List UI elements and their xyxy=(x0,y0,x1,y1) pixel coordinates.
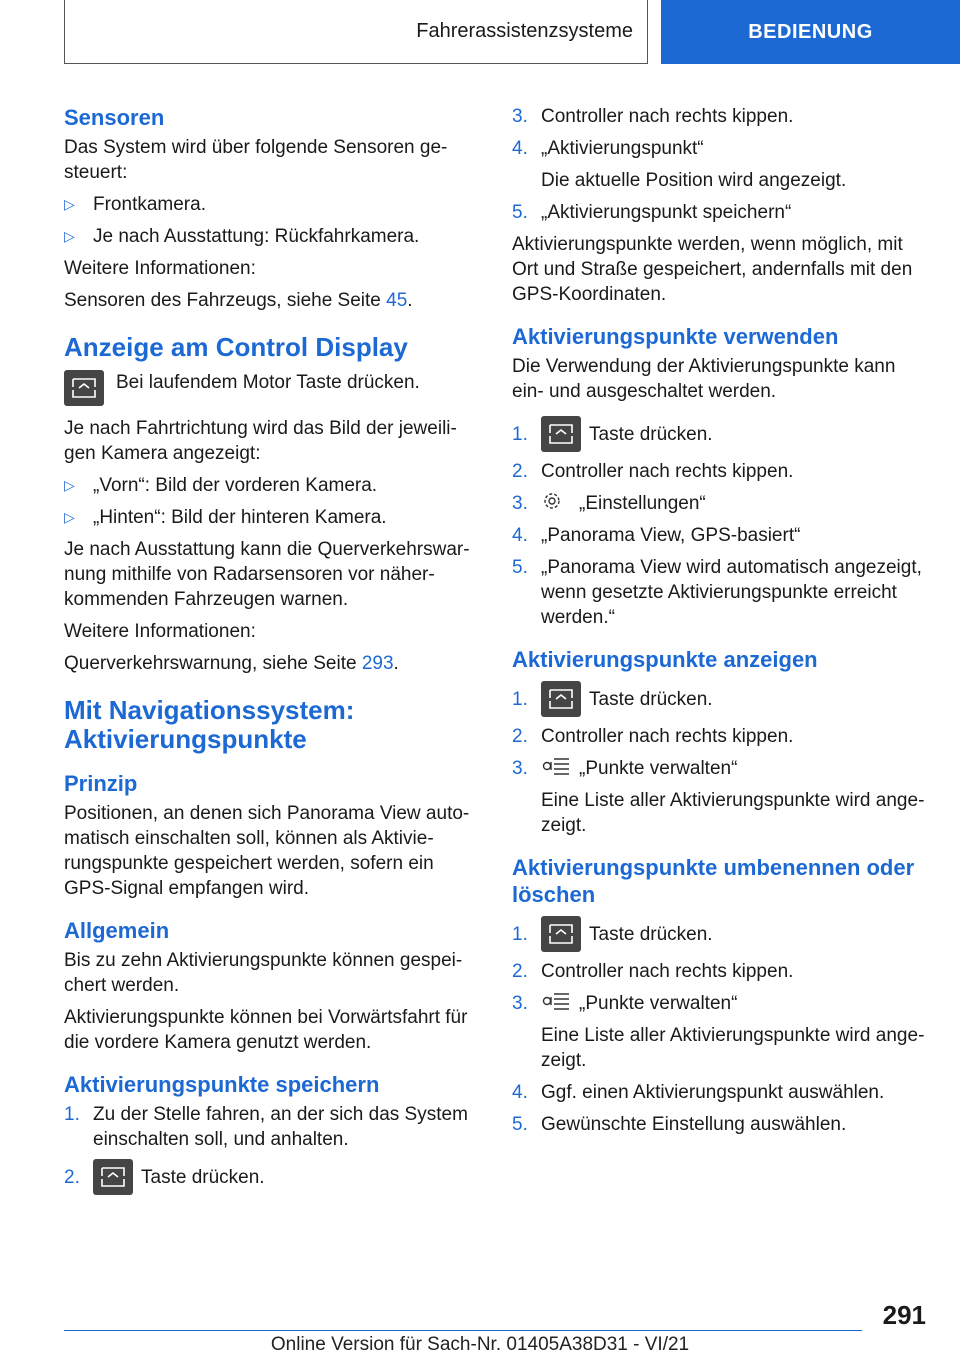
footer-divider xyxy=(64,1330,862,1331)
anzeige-heading: Anzeige am Control Display xyxy=(64,332,408,362)
list-item: 1. Taste drücken. xyxy=(512,681,927,717)
bullet-triangle-icon: ▷ xyxy=(64,196,75,212)
speichern-heading: Aktivierungspunkte speichern xyxy=(64,1072,380,1097)
left-column xyxy=(64,104,474,1202)
more-info-label: Weitere Informationen: xyxy=(64,621,256,642)
header-chapter-title: BEDIENUNG xyxy=(748,20,873,43)
list-item: 5. „Aktivierungspunkt speichern“ xyxy=(512,202,792,223)
list-item: ▷ „Vorn“: Bild der vorderen Kamera. xyxy=(64,475,378,496)
header-section xyxy=(64,0,648,64)
anzeige-press-text: Bei laufendem Motor Taste drücken. xyxy=(116,372,420,393)
page-link-45[interactable]: 45 xyxy=(386,290,408,311)
list-item: ▷ Je nach Ausstattung: Rückfahrkamera. xyxy=(64,226,420,247)
settings-gear-icon xyxy=(541,491,571,511)
bullet-triangle-icon: ▷ xyxy=(64,477,75,493)
anzeige-text: Je nach Fahrtrichtung wird das Bild der jeweiligen Kamera angezeigt: xyxy=(64,418,457,464)
verwenden-intro: Die Verwendung der Aktivierungspunkte kann ein- und ausgeschaltet werden. xyxy=(512,356,896,402)
camera-button-icon xyxy=(64,370,104,406)
page-link-293[interactable]: 293 xyxy=(361,653,394,674)
list-item: 1. Taste drücken. xyxy=(512,416,927,452)
navi-heading: Mit Navigationssystem: Aktivierungspunkte xyxy=(64,695,355,754)
manage-points-icon xyxy=(541,991,571,1011)
allgemein-text-1: Bis zu zehn Aktivierungspunkte können gespeichert werden. xyxy=(64,950,463,996)
list-item: 3. Controller nach rechts kippen. xyxy=(512,106,794,127)
umbenennen-heading: Aktivierungspunkte umbenennen oder löschen xyxy=(512,855,915,907)
prinzip-text: Positionen, an denen sich Panorama View automatisch einschalten soll, können als Aktivierungspunkte gespeichert werden, sofern ein GPS-Signal empfangen wird. xyxy=(64,803,470,899)
querverkehr-reference: Querverkehrswarnung, siehe Seite 293. xyxy=(64,653,399,674)
header-section-title: Fahrerassistenzsysteme xyxy=(416,20,633,42)
list-item: 1. Taste drücken. xyxy=(512,916,927,952)
list-item: 4. „Panorama View, GPS-basiert“ xyxy=(512,525,801,546)
list-item: 5. „Panorama View wird automatisch angezeigt, wenn gesetzte Aktivierungspunkte erreicht werden.“ xyxy=(512,557,922,628)
camera-button-icon xyxy=(93,1159,133,1195)
anzeigen-heading: Aktivierungspunkte anzeigen xyxy=(512,647,818,672)
list-item: ▷ „Hinten“: Bild der hinteren Kamera. xyxy=(64,507,387,528)
right-column xyxy=(512,104,927,1144)
more-info-label: Weitere Informationen: xyxy=(64,258,256,279)
allgemein-heading: Allgemein xyxy=(64,918,170,943)
allgemein-text-2: Aktivierungspunkte können bei Vorwärtsfahrt für die vordere Kamera genutzt werden. xyxy=(64,1007,468,1053)
step-sub-text: Eine Liste aller Aktivierungspunkte wird angezeigt. xyxy=(541,790,925,836)
camera-button-icon xyxy=(541,416,581,452)
list-item: ▷ Frontkamera. xyxy=(64,194,206,215)
footer-online-version: Online Version für Sach-Nr. 01405A38D31 - VI/21 xyxy=(270,1334,690,1355)
sensoren-heading: Sensoren xyxy=(64,105,165,130)
header-chapter xyxy=(661,0,960,64)
prinzip-heading: Prinzip xyxy=(64,771,138,796)
list-item: 5. Gewünschte Einstellung auswählen. xyxy=(512,1114,847,1135)
bullet-triangle-icon: ▷ xyxy=(64,509,75,525)
list-item: 2. Controller nach rechts kippen. xyxy=(512,461,794,482)
sensoren-intro: Das System wird über folgende Sensoren gesteuert: xyxy=(64,137,448,183)
list-item: 4. Ggf. einen Aktivierungspunkt auswählen. xyxy=(512,1082,885,1103)
list-item: 2. Taste drücken. xyxy=(64,1159,474,1195)
list-item: 2. Controller nach rechts kippen. xyxy=(512,726,794,747)
bullet-triangle-icon: ▷ xyxy=(64,228,75,244)
page-number: 291 xyxy=(882,1300,926,1330)
list-item: 3. „Punkte verwalten“ xyxy=(512,758,738,779)
speichern-note: Aktivierungspunkte werden, wenn möglich, mit Ort und Straße gespeichert, andernfalls mit den GPS-Koordinaten. xyxy=(512,234,913,305)
verwenden-heading: Aktivierungspunkte verwenden xyxy=(512,324,839,349)
manage-points-icon xyxy=(541,756,571,776)
list-item: 3. „Einstellungen“ xyxy=(512,493,706,514)
sensoren-reference: Sensoren des Fahrzeugs, siehe Seite 45. xyxy=(64,290,413,311)
list-item: 3. „Punkte verwalten“ xyxy=(512,993,738,1014)
camera-button-icon xyxy=(541,916,581,952)
list-item: 1. Zu der Stelle fahren, an der sich das System einschalten soll, und anhalten. xyxy=(64,1104,468,1150)
querverkehr-text: Je nach Ausstattung kann die Querverkehrswarnung mithilfe von Radarsensoren vor näherkommenden Fahrzeugen warnen. xyxy=(64,539,470,610)
camera-button-icon xyxy=(541,681,581,717)
step-sub-text: Eine Liste aller Aktivierungspunkte wird angezeigt. xyxy=(541,1025,925,1071)
step-sub-text: Die aktuelle Position wird angezeigt. xyxy=(541,170,847,191)
anzeige-press-row xyxy=(64,370,474,406)
list-item: 2. Controller nach rechts kippen. xyxy=(512,961,794,982)
list-item: 4. „Aktivierungspunkt“ xyxy=(512,138,704,159)
